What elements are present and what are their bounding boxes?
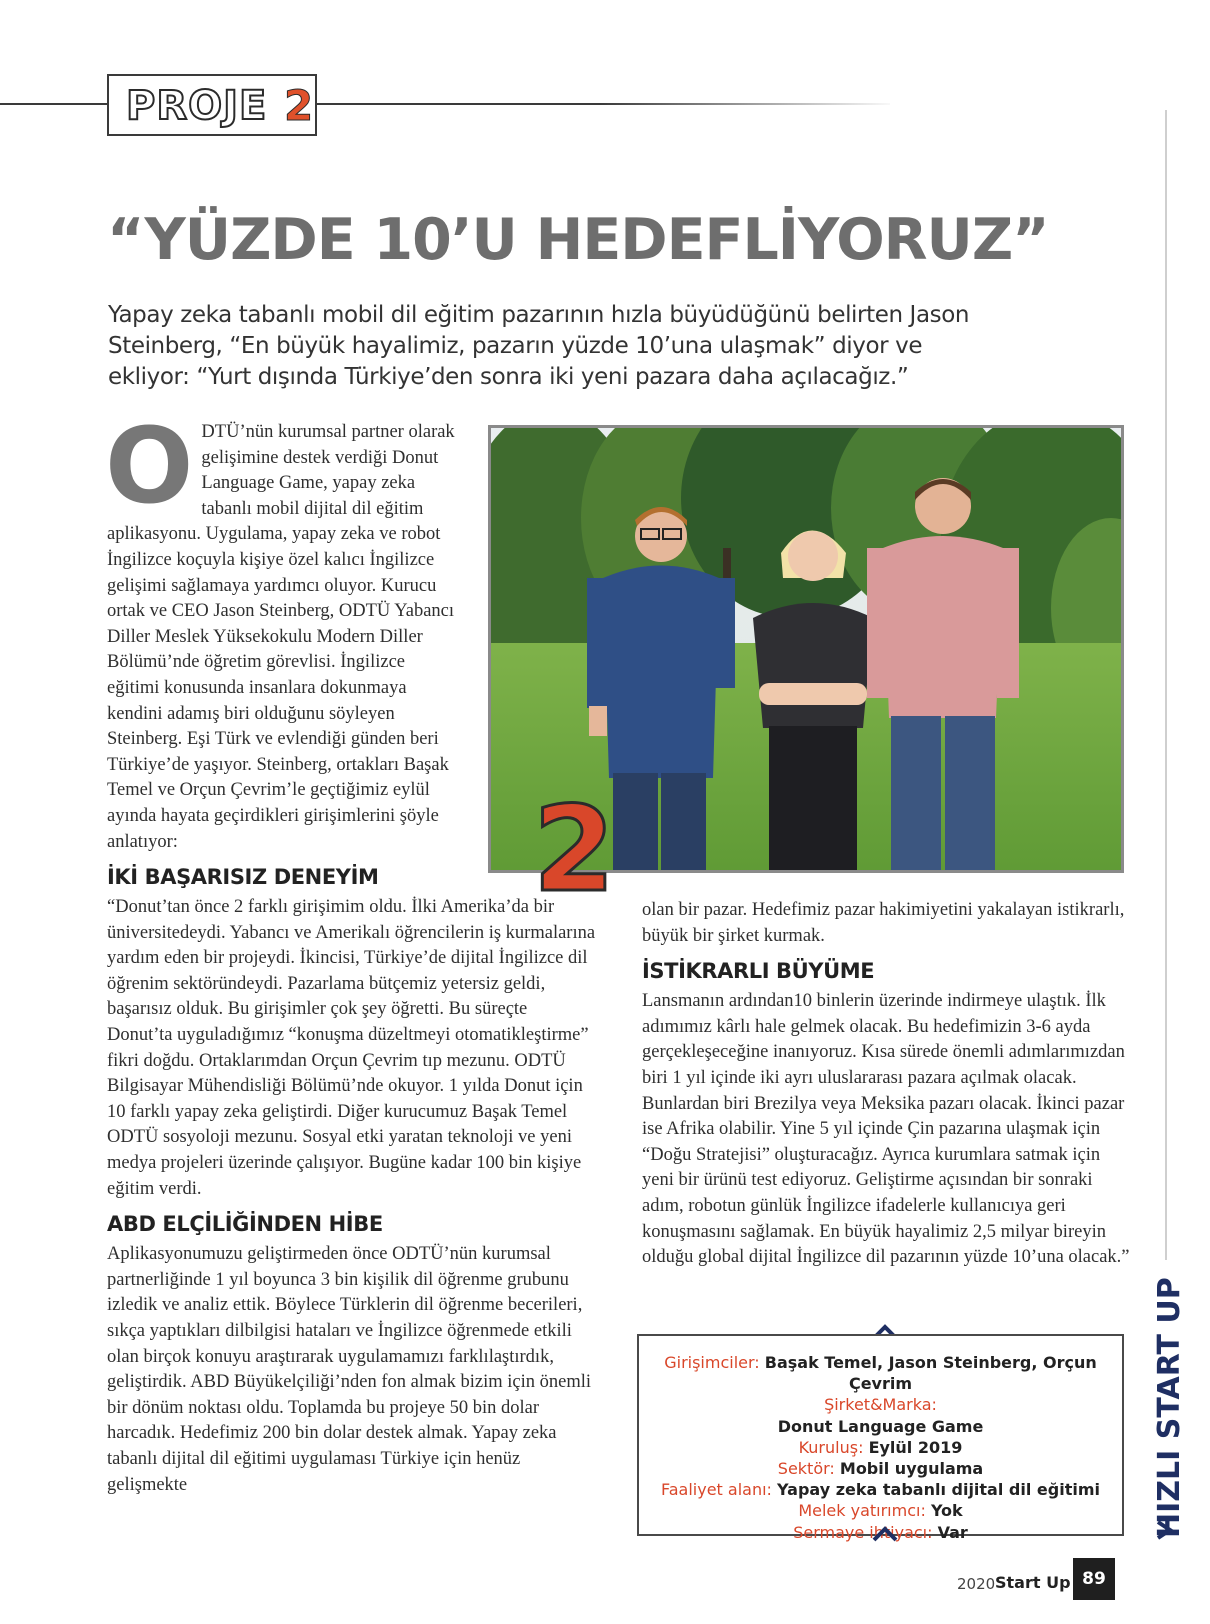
footer-year: 2020 <box>957 1575 996 1593</box>
chevron-right-icon <box>1152 1518 1178 1542</box>
project-label: PROJE <box>126 83 268 129</box>
section-title-failures: İKİ BAŞARISIZ DENEYİM <box>107 865 379 890</box>
section-title-growth: İSTİKRARLI BÜYÜME <box>642 959 875 984</box>
project-number: 2 <box>284 81 314 130</box>
right-margin-rule <box>1165 110 1167 1260</box>
drop-cap: O <box>105 405 194 527</box>
section-growth-text: Lansmanın ardından10 binlerin üzerinde indirmeye ulaştık. İlk adımımız kârlı hale gelmek olacak. Bu hedefimizin 3-6 ayda gerçekleşeceğine inanıyoruz. Kısa sürede önemli adımlarımızdan biri 1 yıl içinde iki ayrı uluslararası pazara açılmak olacak. Bunlardan biri Brezilya veya Meksika pazarı olacak. İkinci pazar ise Afrika olabilir. Yine 5 yıl içinde Çin pazarına ulaşmak için “Doğu Stratejisi” oluşturacağız. Ayrıca kurumlara satmak için yeni bir ürünü test ediyoruz. Geliştirme açısından bir sonraki adım, robotun günlük İngilizce ifadelerle kullanıcıya geri konuşmasını sağlamak. En büyük hayalimiz 2,5 milyar bireyin olduğu global dijital İngilizce dil pazarının yüzde 10’una olacak.” <box>642 991 1130 1268</box>
lead-paragraph: Yapay zeka tabanlı mobil dil eğitim pazarının hızla büyüdüğünü belirten Jason Steinberg, “En büyük hayalimiz, pazarın yüzde 10’una ulaşmak” diyor ve ekliyor: “Yurt dışında Türkiye’den sonra iki yeni pazara daha açılacağız.” <box>108 302 970 390</box>
photo-overlay-number: 2 <box>533 780 616 918</box>
section-title-grant: ABD ELÇİLİĞİNDEN HİBE <box>107 1212 383 1237</box>
startup-info-box <box>637 1334 1124 1542</box>
chevron-up-icon-bottom <box>870 1524 900 1544</box>
right-column <box>642 898 1132 1271</box>
side-section-label: HIZLI START UP <box>1152 1277 1187 1538</box>
info-angel-investor: Melek yatırımcı: Yok <box>798 1501 963 1521</box>
info-brand-key: Şirket&Marka: <box>824 1395 937 1415</box>
info-founders: Girişimciler: Başak Temel, Jason Steinberg, Orçun Çevrim <box>664 1353 1097 1394</box>
project-label-box <box>107 74 317 136</box>
section-failures-text: “Donut’tan önce 2 farklı girişimim oldu. İlki Amerika’da bir üniversitedeydi. Yabancı ve Amerikalı öğrencilerin iş kurmalarına yardım eden bir projeydi. İkincisi, Türkiye’de dijital İngilizce dil öğrenim sektöründeydi. Pazarlama bütçemiz yetersiz geldi, başarısız olduk. Bu girişimler çok şey öğretti. Bu süreçte Donut’ta uyguladığımız “konuşma düzeltmeyi otomatikleştirme” fikri doğdu. Ortaklarımdan Orçun Çevrim tıp mezunu. ODTÜ Bilgisayar Mühendisliği Bölümü’nde okuyor. 1 yılda Donut için 10 farklı yapay zeka geliştirdi. Diğer kurucumuz Başak Temel ODTÜ sosyoloji mezunu. Sosyal etki yaratan teknoloji ve yeni medya projeleri üzerinde çalışıyor. Bugüne kadar 100 bin kişiye eğitim verdi. <box>107 897 596 1199</box>
continuation-text: olan bir pazar. Hedefimiz pazar hakimiyetini yakalayan istikrarlı, büyük bir şirket kurmak. <box>642 900 1125 946</box>
info-brand-value: Donut Language Game <box>777 1416 984 1436</box>
footer-magazine-name: Start Up <box>995 1573 1071 1592</box>
page-number: 89 <box>1073 1558 1115 1600</box>
section-grant-text: Aplikasyonumuzu geliştirmeden önce ODTÜ’nün kurumsal partnerliğinde 1 yıl boyunca 3 bin kişilik dil öğrenme grubunu izledik ve analiz ettik. Böylece Türklerin dil öğrenme becerileri, sıkça yaptıkları dilbilgisi hataları ve İngilizce öğrenmede etkili olan birçok konuyu araştırarak uygulamamızı farklılaştırdık, geliştirdik. ABD Büyükelçiliği’nden fon almak bizim için önemli bir dönüm noktası oldu. Toplamda bu projeye 50 bin dolar harcadık. Hedefimiz 200 bin dolar destek almak. Yapay zeka tabanlı dijital dil eğitimi uygulaması Türkiye için henüz gelişmekte <box>107 1244 592 1495</box>
headline: “YÜZDE 10’U HEDEFLİYORUZ” <box>107 207 1049 273</box>
info-activity: Faaliyet alanı: Yapay zeka tabanlı dijital dil eğitimi <box>661 1480 1100 1500</box>
info-sector: Sektör: Mobil uygulama <box>777 1459 984 1479</box>
intro-paragraph: DTÜ’nün kurumsal partner olarak gelişimine destek verdiği Donut Language Game, yapay zeka tabanlı mobil dijital dil eğitim aplikasyonu. Uygulama, yapay zeka ve robot İngilizce koçuyla kişiye özel kalıcı İngilizce gelişimi sağlamaya yardımcı oluyor. Kurucu ortak ve CEO Jason Steinberg, ODTÜ Yabancı Diller Meslek Yüksekokulu Modern Diller Bölümü’nde öğretim görevlisi. İngilizce eğitimi konusunda insanlara dokunmaya kendini adamış biri olduğunu söyleyen Steinberg. Eşi Türk ve evlendiği günden beri Türkiye’de yaşıyor. Steinberg, ortakları Başak Temel ve Orçun Çevrim’le geçtiğimiz eylül ayında hayata geçirdikleri girişimlerini şöyle anlatıyor: <box>107 422 455 852</box>
info-capital-need: Sermaye ihtiyacı: Var <box>793 1522 968 1542</box>
info-founded: Kuruluş: Eylül 2019 <box>798 1437 963 1457</box>
header-rule-fade <box>600 102 900 106</box>
